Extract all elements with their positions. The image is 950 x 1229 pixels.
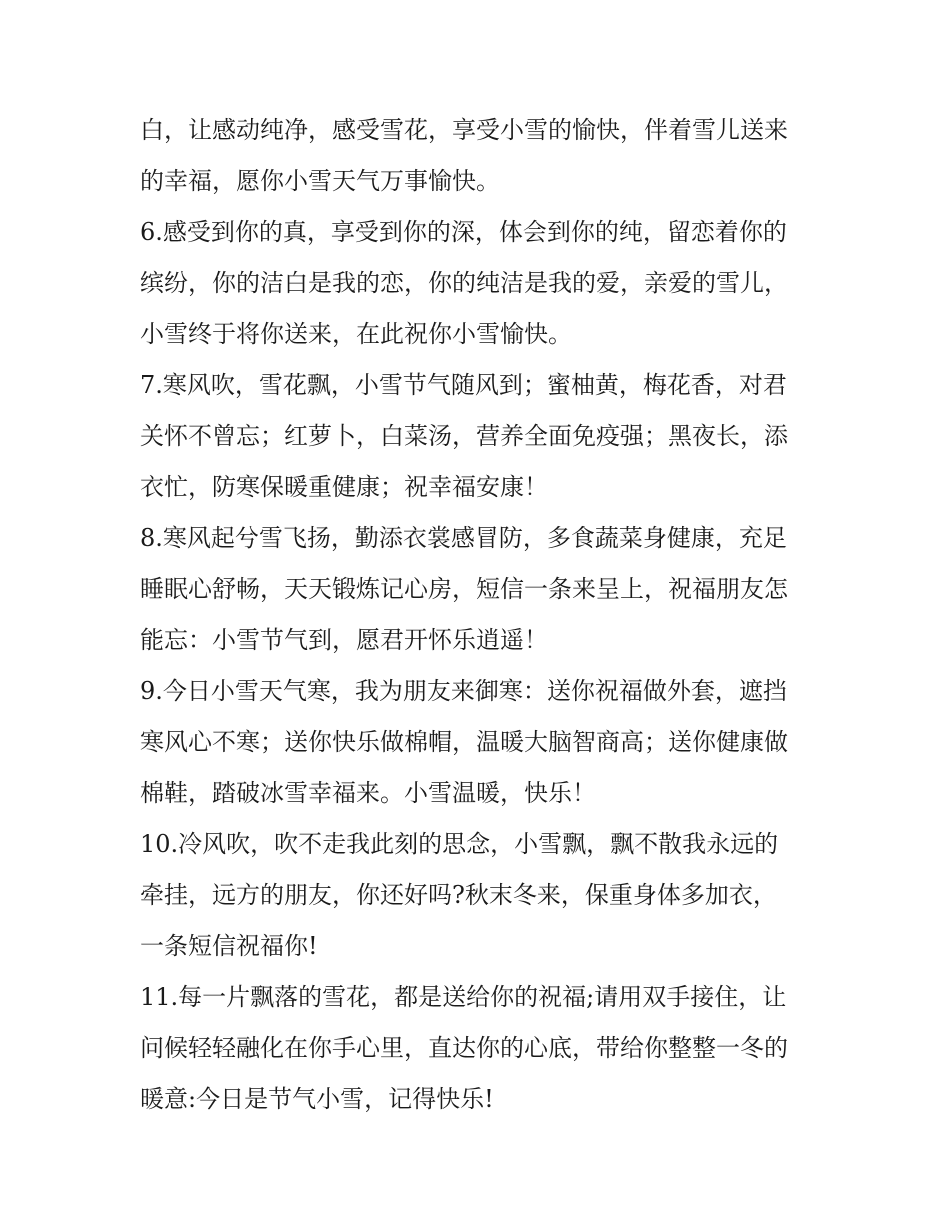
text-line: 小雪终于将你送来，在此祝你小雪愉快。 xyxy=(140,320,572,348)
text-line: 10.冷风吹，吹不走我此刻的思念，小雪飘，飘不散我永远的 xyxy=(140,830,779,858)
paragraph-6 xyxy=(140,207,820,360)
paragraph-9 xyxy=(140,666,820,819)
text-line: 牵挂，远方的朋友，你还好吗?秋末冬来，保重身体多加衣， xyxy=(140,881,777,909)
text-line: 寒风心不寒；送你快乐做棉帽，温暖大脑智商高；送你健康做 xyxy=(140,728,788,756)
text-line: 衣忙，防寒保暖重健康；祝幸福安康！ xyxy=(140,473,548,501)
document-body xyxy=(140,105,820,1125)
text-line: 棉鞋，踏破冰雪幸福来。小雪温暖，快乐！ xyxy=(140,779,596,807)
text-line: 白，让感动纯净，感受雪花，享受小雪的愉快，伴着雪儿送来 xyxy=(140,116,788,144)
text-line: 暖意:今日是节气小雪，记得快乐! xyxy=(140,1085,494,1113)
text-line: 缤纷，你的洁白是我的恋，你的纯洁是我的爱，亲爱的雪儿， xyxy=(140,269,788,297)
paragraph-11 xyxy=(140,972,820,1125)
text-line: 6.感受到你的真，享受到你的深，体会到你的纯，留恋着你的 xyxy=(140,218,787,246)
text-line: 的幸福，愿你小雪天气万事愉快。 xyxy=(140,167,500,195)
text-line: 8.寒风起兮雪飞扬，勤添衣裳感冒防，多食蔬菜身健康，充足 xyxy=(140,524,787,552)
paragraph-10 xyxy=(140,819,820,972)
text-line: 能忘：小雪节气到，愿君开怀乐逍遥！ xyxy=(140,626,548,654)
text-line: 睡眠心舒畅，天天锻炼记心房，短信一条来呈上，祝福朋友怎 xyxy=(140,575,788,603)
text-line: 11.每一片飘落的雪花，都是送给你的祝福;请用双手接住，让 xyxy=(140,983,787,1011)
text-line: 9.今日小雪天气寒，我为朋友来御寒：送你祝福做外套，遮挡 xyxy=(140,677,787,705)
text-line: 7.寒风吹，雪花飘，小雪节气随风到；蜜柚黄，梅花香，对君 xyxy=(140,371,787,399)
paragraph-8 xyxy=(140,513,820,666)
text-line: 一条短信祝福你! xyxy=(140,932,318,960)
text-line: 问候轻轻融化在你手心里，直达你的心底，带给你整整一冬的 xyxy=(140,1034,788,1062)
text-line: 关怀不曾忘；红萝卜，白菜汤，营养全面免疫强；黑夜长，添 xyxy=(140,422,788,450)
paragraph-5-continuation xyxy=(140,105,820,207)
paragraph-7 xyxy=(140,360,820,513)
